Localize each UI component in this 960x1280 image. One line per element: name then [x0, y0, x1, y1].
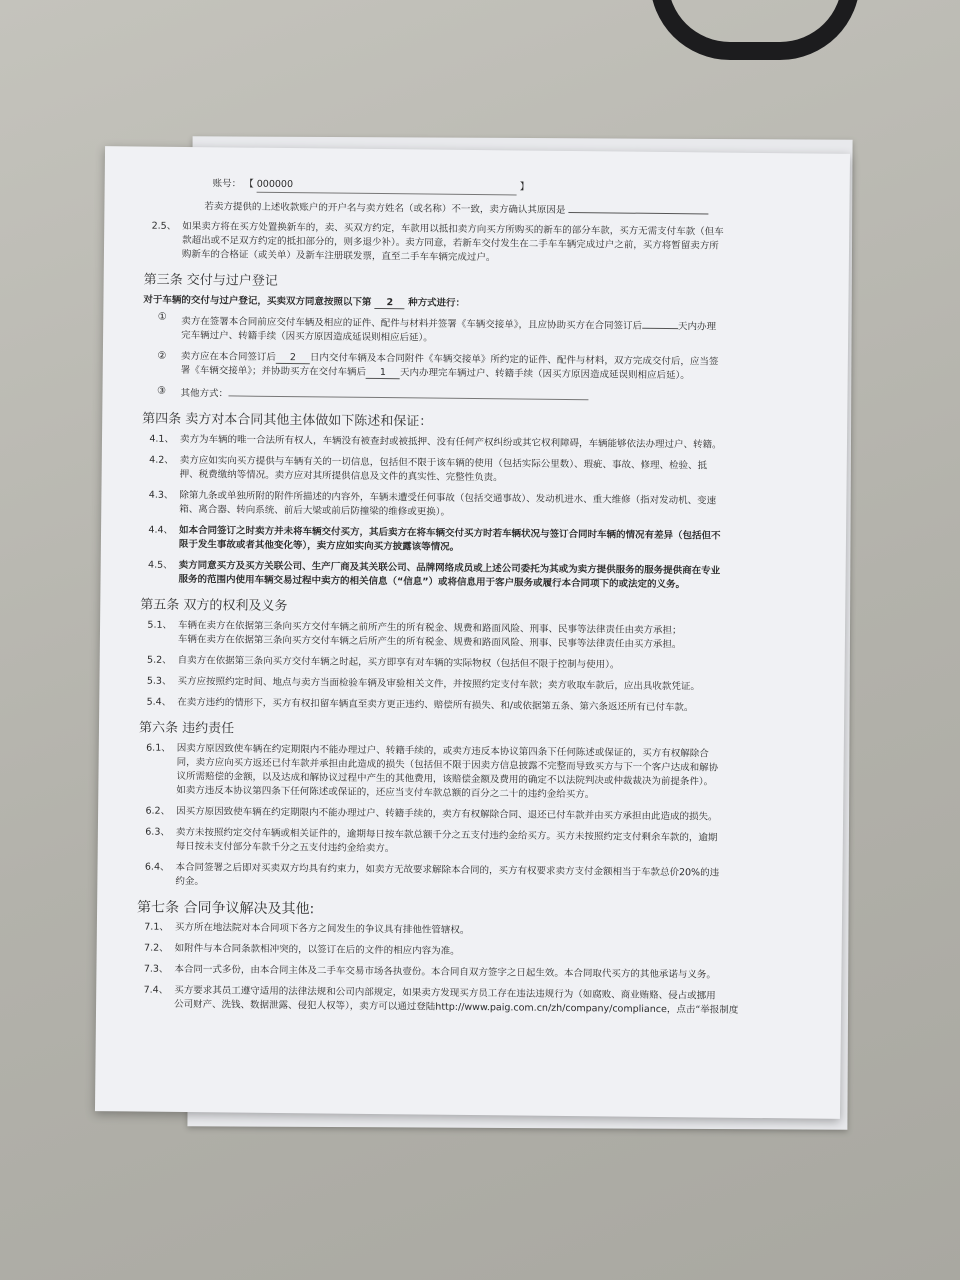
clause — [136, 962, 806, 983]
article-7-title: 第七条 合同争议解决及其他: — [137, 899, 315, 918]
clause — [141, 489, 811, 524]
option-2-text-a: 卖方应在本合同签订后 — [180, 350, 276, 363]
clause — [138, 826, 808, 861]
clause-number: 6.3、 — [145, 826, 170, 838]
clause — [141, 524, 811, 559]
clause-number: 4.5、 — [148, 559, 173, 571]
article-4-title: 第四条 卖方对本合同其他主体做如下陈述和保证： — [142, 411, 433, 430]
clause-text — [179, 489, 811, 524]
clause-text — [178, 619, 810, 654]
clause-text — [178, 654, 810, 675]
account-value-field — [257, 178, 517, 196]
clause-line: 买方要求其员工遵守适用的法律法规和公司内部规定，如果卖方发现买方员工存在违法违规行为（如腐败、商业贿赂、侵占或挪用 — [174, 984, 716, 1002]
contract-content — [136, 177, 815, 1026]
option-1-text-c: 完车辆过户、转籍手续（因买方原因造成延误则相应后延）。 — [181, 329, 433, 344]
clause — [140, 559, 810, 594]
clause-line: 因买方原因致使车辆在约定期限内不能办理过户、转籍手续的，卖方有权解除合同、退还已付车款并由买方承担由此造成的损失。 — [176, 805, 718, 823]
clause-text — [176, 742, 809, 805]
clause — [139, 696, 809, 717]
clause-line: 押、税费缴纳等情况。卖方应对其所提供信息及文件的真实性、完整性负责。 — [179, 468, 503, 484]
clause — [138, 805, 808, 826]
clause-number: 2.5、 — [151, 220, 177, 232]
option-3-label: 其他方式： — [180, 387, 229, 400]
contract-page — [95, 146, 850, 1119]
clause-line: 车辆在卖方在依据第三条向买方交付车辆之前所产生的所有税金、规费和路面风险、刑事、民事等法律责任由卖方承担； — [178, 619, 682, 637]
clause — [140, 619, 810, 654]
clause-2-5 — [144, 220, 814, 269]
clause-line: 如果卖方将在买方处置换新车的，卖、买双方约定，车款用以抵扣卖方向买方所购买的新车的部分车款，买方无需支付车款（但车 — [182, 220, 724, 238]
article-5-clauses — [139, 619, 810, 717]
option-1-text-b: 天内办理 — [677, 321, 717, 333]
clause-line: 卖方未按照约定交付车辆或相关证件的，逾期每日按车款总额千分之五支付违约金给买方。买方未按照约定支付剩余车款的，逾期 — [175, 826, 718, 844]
clause-text — [174, 963, 806, 984]
account-mismatch-note — [144, 196, 814, 221]
clause-number: 6.2、 — [145, 805, 171, 817]
article-3-title: 第三条 交付与过户登记 — [143, 272, 278, 289]
article-7-clauses — [136, 921, 807, 1019]
delivery-method-choice: 2 — [375, 296, 405, 309]
clause-text — [177, 696, 809, 717]
clause-line: 卖方应如实向买方提供与车辆有关的一切信息，包括但不限于该车辆的使用（包括实际公里数）、瑕疵、事故、修理、检验、抵 — [179, 454, 708, 472]
clause-line: 如卖方违反本协议第四条下任何陈述或保证的，还应当支付车款总额的百分之二十的违约金给买方。 — [176, 784, 595, 801]
article-3-option-1 — [143, 311, 813, 350]
clause-line: 买方所在地法院对本合同项下各方之间发生的争议具有排他性管辖权。 — [174, 921, 470, 936]
clause-line: 购新车的合格证（或关单）及新车注册联发票，直至二手车车辆完成过户。 — [181, 248, 496, 264]
clause-number: 7.4、 — [143, 984, 169, 996]
clause-line: 本合同一式多份，由本合同主体及二手车交易市场各执壹份。本合同自双方签字之日起生效。本合同取代买方的其他承诺与义务。 — [174, 963, 716, 981]
article-6-title: 第六条 违约责任 — [138, 720, 235, 737]
option-2-days-blank: 2 — [276, 351, 310, 364]
clause — [137, 921, 807, 942]
clause-text — [180, 433, 812, 454]
option-mark: ① — [157, 311, 167, 323]
clause-number: 5.4、 — [146, 696, 172, 708]
article-5-title: 第五条 双方的权利及义务 — [140, 597, 288, 615]
clause-line: 每日按未支付部分车款千分之五支付违约金给卖方。 — [175, 840, 395, 855]
clause-text — [175, 942, 807, 963]
clause — [142, 433, 812, 454]
clause-line: 在卖方违约的情形下，买方有权扣留车辆直至卖方更正违约、赔偿所有损失、和/或依据第五条、第六条返还所有已付车款。 — [177, 696, 694, 714]
clause-line: 款超出或不足双方约定的抵扣部分的，则多退少补）。卖方同意，若新车交付发生在二手车车辆完成过户之前，买方将暂留卖方所 — [182, 234, 719, 252]
clause-number: 4.3、 — [148, 489, 174, 501]
clause-number: 7.2、 — [144, 942, 169, 954]
option-2-text-d: 天内办理完车辆过户、转籍手续（因买方原因造成延误则相应后延）。 — [399, 367, 690, 382]
clause-line: 卖方为车辆的唯一合法所有权人，车辆没有被查封或被抵押、没有任何产权纠纷或其它权利障碍，车辆能够依法办理过户、转籍。 — [179, 433, 722, 451]
clause-line: 因卖方原因致使车辆在约定期限内不能办理过户、转籍手续的，或卖方违反本协议第四条下任何陈述或保证的，买方有权解除合 — [176, 742, 709, 760]
option-2-text-c: 署《车辆交接单》；并协助买方在交付车辆后 — [180, 364, 367, 378]
clause-line: 本合同签署之后即对买卖双方均具有约束力，如卖方无故要求解除本合同的，买方有权要求卖方支付金额相当于车款总价20%的违 — [175, 861, 720, 879]
clause-line: 买方应按照约定时间、地点与卖方当面检验车辆及审验相关文件，并按照约定支付车款；卖方收取车款后，应出具收款凭证。 — [177, 675, 701, 693]
clause-line: 如本合同签订之时卖方并未将车辆交付买方，其后卖方在将车辆交付买方时若车辆状况与签订合同时车辆的情况有差异（包括但不 — [178, 524, 721, 542]
clause-line: 卖方同意买方及买方关联公司、生产厂商及其关联公司、品牌网络成员或上述公司委托为其或为卖方提供服务的服务提供商在专业 — [178, 559, 721, 577]
clause-text — [179, 524, 811, 559]
clause-text — [175, 861, 807, 896]
clause-line: 议所需赔偿的金额，以及达成和解协议过程中产生的其他费用，该赔偿金额及费用的确定不以法院判决或仲裁裁决为前提条件）。 — [176, 770, 714, 788]
clause-line: 公司财产、洗钱、数据泄露、侵犯人权等），卖方可以通过登陆http://www.paig.com.cn/zh/company/compliance，点击“举报制度 — [174, 998, 739, 1016]
clause-text — [175, 921, 807, 942]
intro-text-b: 种方式进行： — [408, 297, 466, 309]
clause-text — [176, 826, 808, 861]
clause-text — [182, 220, 814, 269]
option-mark: ② — [157, 350, 167, 362]
clause — [140, 654, 810, 675]
clause-number: 5.2、 — [147, 654, 172, 666]
article-6-clauses — [137, 742, 809, 896]
intro-text-a: 对于车辆的交付与过户登记，买卖双方同意按照以下第 — [143, 294, 372, 308]
mismatch-note-text: 若卖方提供的上述收款账户的开户名与卖方姓名（或名称）不一致，卖方确认其原因是 — [204, 201, 566, 216]
clause-number: 6.1、 — [146, 742, 171, 754]
clause — [137, 942, 807, 963]
option-2-transfer-days-blank: 1 — [366, 366, 400, 379]
clause-number: 7.3、 — [143, 963, 169, 975]
clause-number: 5.3、 — [146, 675, 172, 687]
option-1-text-a: 卖方在签署本合同前应交付车辆及相应的证件、配件与材料并签署《车辆交接单》，且应协助买方在合同签订后 — [181, 315, 643, 332]
clause — [137, 861, 807, 896]
clause-text — [174, 984, 806, 1019]
account-line — [145, 177, 815, 199]
clause-number: 4.4、 — [148, 524, 174, 536]
clause — [138, 742, 809, 805]
article-3-option-2 — [143, 350, 813, 385]
clause-line: 自卖方在依据第三条向买方交付车辆之时起，买方即享有对车辆的实际物权（包括但不限于控制与使用）。 — [177, 654, 620, 671]
bracket-open: 【 — [244, 178, 254, 190]
article-3-option-3 — [142, 385, 812, 408]
account-value: 000000 — [256, 178, 294, 191]
clause-line: 车辆在卖方在依据第三条向买方交付车辆之后所产生的所有税金、规费和路面风险、刑事、民事等法律责任由买方承担。 — [177, 633, 682, 651]
clause-line: 箱、离合器、转向系统、前后大梁或前后防撞梁的维修或更换）。 — [179, 503, 451, 518]
clause-number: 7.1、 — [144, 921, 169, 933]
clause-text — [180, 454, 812, 489]
article-4-clauses — [140, 433, 812, 594]
clause-line: 约金。 — [175, 875, 204, 888]
clause-text — [178, 559, 810, 594]
clause-number: 4.2、 — [149, 454, 174, 466]
clause-number: 6.4、 — [144, 861, 170, 873]
clause-number: 4.1、 — [149, 433, 175, 445]
clause-line: 服务的范围内使用车辆交易过程中卖方的相关信息（“信息”）或将信息用于客户服务或履行本合同项下的或法定的义务。 — [178, 573, 686, 591]
clause — [142, 454, 812, 489]
clause-line: 如附件与本合同条款相冲突的，以签订在后的文件的相应内容为准。 — [174, 942, 460, 957]
clause-line: 限于发生事故或者其他变化等），卖方应如实向买方披露该等情况。 — [178, 538, 460, 553]
clause-text — [176, 805, 808, 826]
option-mark: ③ — [156, 385, 167, 397]
clause — [139, 675, 809, 696]
option-2-text-b: 日内交付车辆及本合同附件《车辆交接单》所约定的证件、配件与材料，双方完成交付后，应当签 — [309, 352, 719, 368]
account-label: 账号： — [212, 178, 242, 190]
clause-line: 除第九条或单独所附的附件所描述的内容外，车辆未遭受任何事故（包括交通事故）、发动机进水、重大维修（指对发动机、变速 — [179, 489, 717, 507]
option-1-days-blank — [642, 316, 678, 329]
other-method-blank — [228, 385, 588, 400]
clause-number: 5.1、 — [147, 619, 173, 631]
clause-line: 同，卖方应向买方返还已付车款并承担由此造成的损失（包括但不限于因卖方信息披露不完整而导致买方与下一个客户达成和解协 — [176, 756, 719, 774]
clause-text — [177, 675, 809, 696]
mismatch-reason-blank — [568, 200, 708, 214]
bracket-close: 】 — [519, 181, 530, 193]
clause — [136, 983, 806, 1018]
